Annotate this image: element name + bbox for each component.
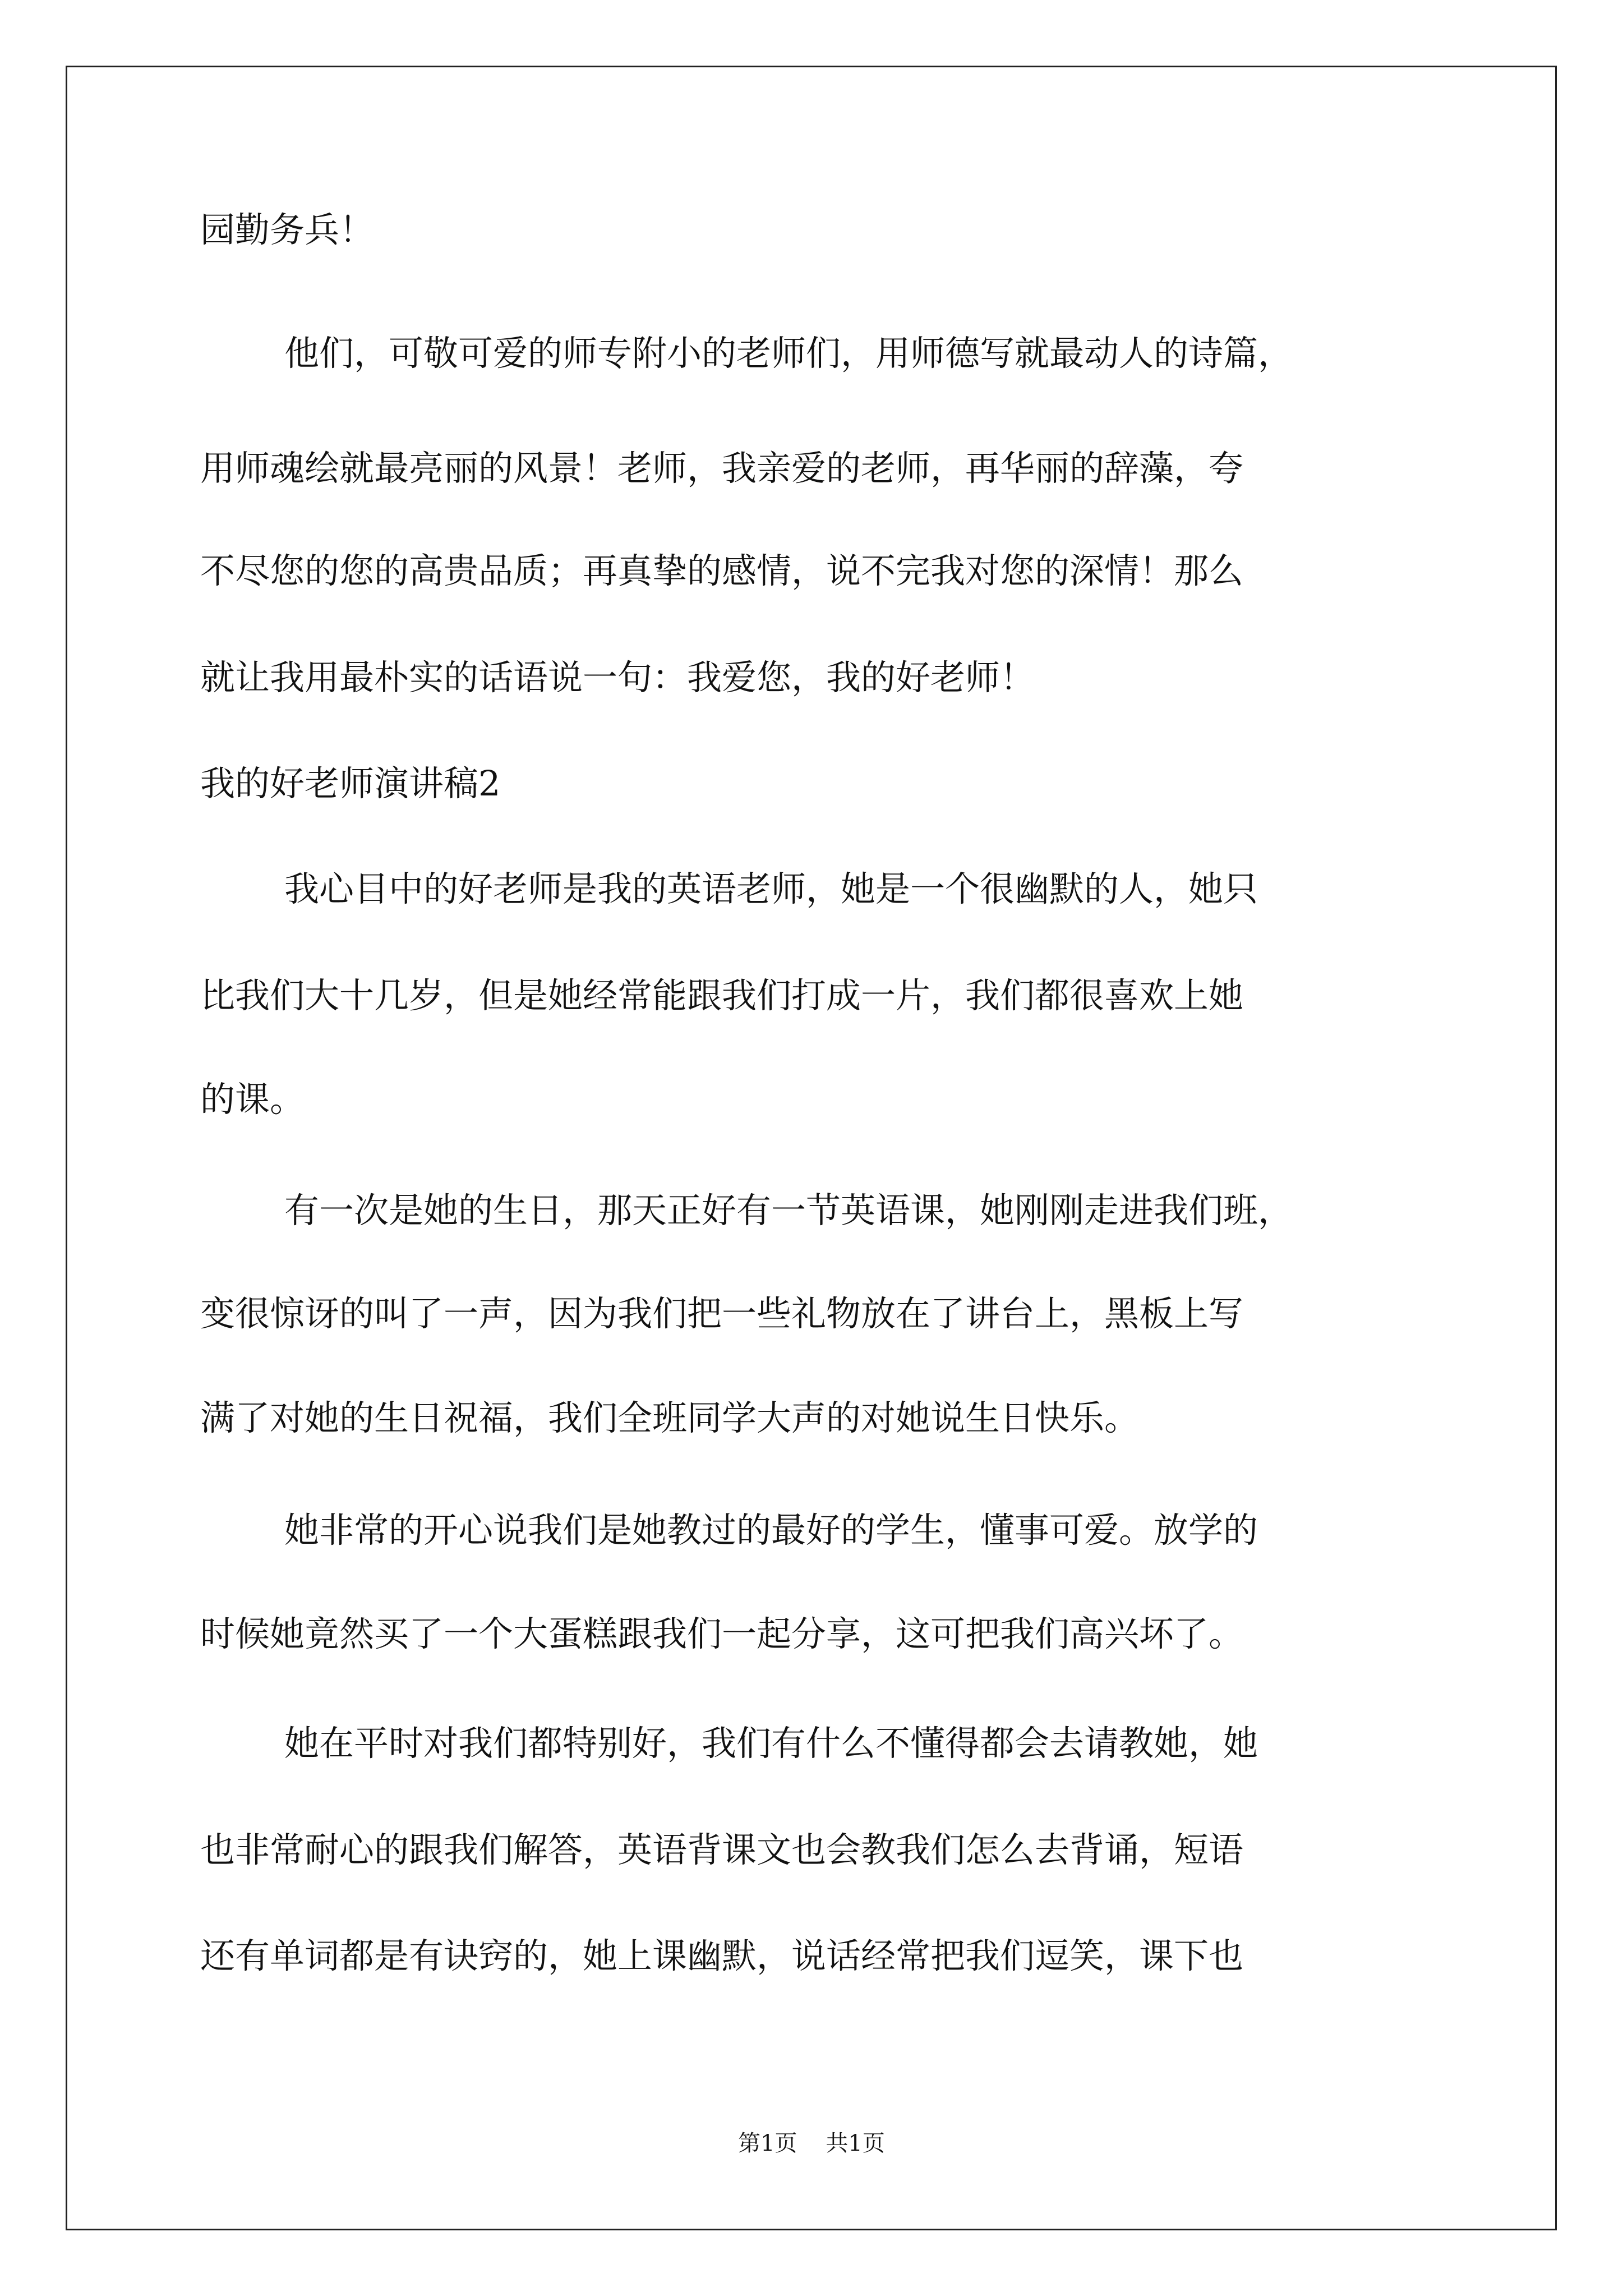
section-heading: 我的好老师演讲稿2 bbox=[200, 763, 501, 804]
text-line-3: 用师魂绘就最亮丽的风景！老师，我亲爱的老师，再华丽的辞藻，夸 bbox=[200, 448, 1244, 489]
text-line-11: 变很惊讶的叫了一声，因为我们把一些礼物放在了讲台上，黑板上写 bbox=[200, 1293, 1244, 1334]
text-line-17: 还有单词都是有诀窍的，她上课幽默，说话经常把我们逗笑，课下也 bbox=[200, 1935, 1244, 1976]
paragraph-2-start: 我心目中的好老师是我的英语老师，她是一个很幽默的人，她只 bbox=[284, 868, 1258, 909]
paragraph-3-start: 有一次是她的生日，那天正好有一节英语课，她刚刚走进我们班， bbox=[284, 1190, 1293, 1231]
text-line-4: 不尽您的您的高贵品质；再真挚的感情，说不完我对您的深情！那么 bbox=[200, 550, 1244, 591]
page-number-footer: 第1页 共1页 bbox=[738, 2131, 885, 2156]
text-line-16: 也非常耐心的跟我们解答，英语背课文也会教我们怎么去背诵，短语 bbox=[200, 1829, 1244, 1870]
paragraph-5-start: 她在平时对我们都特别好，我们有什么不懂得都会去请教她，她 bbox=[284, 1723, 1258, 1764]
text-line-5: 就让我用最朴实的话语说一句：我爱您，我的好老师！ bbox=[200, 657, 1035, 698]
text-line-9: 的课。 bbox=[200, 1079, 305, 1120]
page-border bbox=[66, 66, 1557, 2230]
paragraph-4-start: 她非常的开心说我们是她教过的最好的学生，懂事可爱。放学的 bbox=[284, 1510, 1258, 1550]
paragraph-1-start: 他们，可敬可爱的师专附小的老师们，用师德写就最动人的诗篇， bbox=[284, 333, 1293, 374]
text-line-8: 比我们大十几岁，但是她经常能跟我们打成一片，我们都很喜欢上她 bbox=[200, 975, 1244, 1016]
text-line-12: 满了对她的生日祝福，我们全班同学大声的对她说生日快乐。 bbox=[200, 1397, 1140, 1438]
text-line-1: 园勤务兵！ bbox=[200, 209, 375, 250]
text-line-14: 时候她竟然买了一个大蛋糕跟我们一起分享，这可把我们高兴坏了。 bbox=[200, 1613, 1244, 1654]
